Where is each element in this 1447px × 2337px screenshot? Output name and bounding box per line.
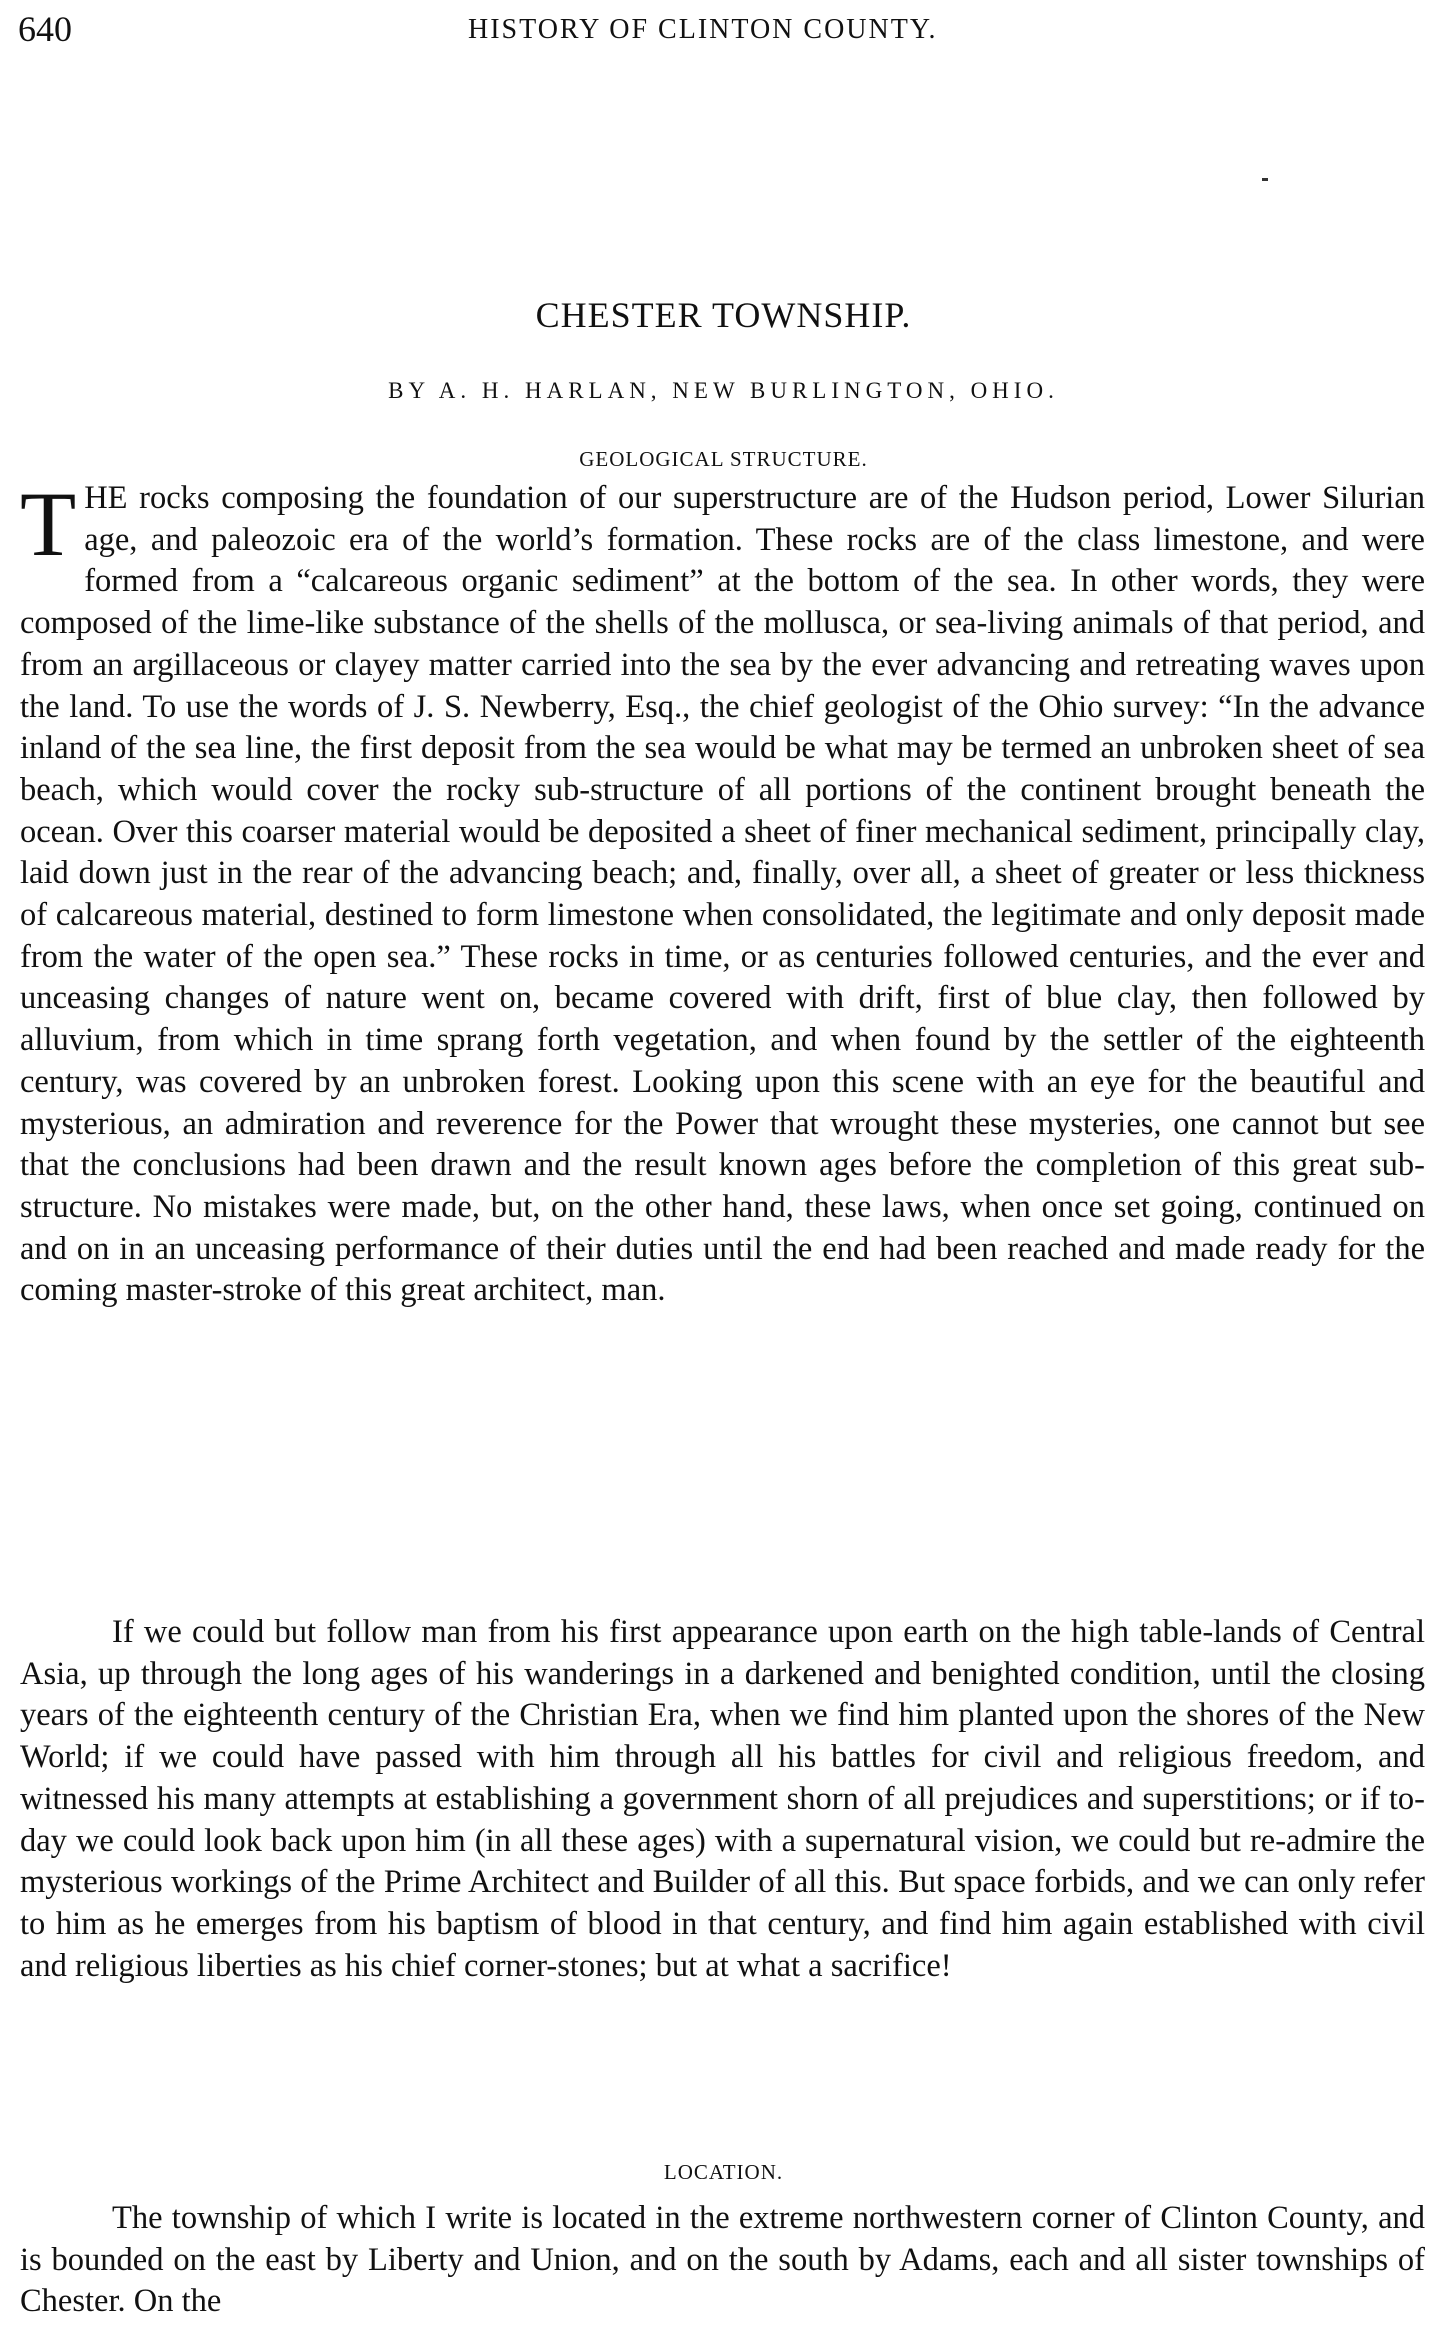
print-speck [1262, 178, 1268, 181]
chapter-title: CHESTER TOWNSHIP. [535, 295, 912, 335]
section-heading-geological-structure: GEOLOGICAL STRUCTURE. [579, 447, 868, 471]
paragraph-man: If we could but follow man from his first appearance upon earth on the high table-lands of Central Asia, up through the long ages of his wanderings in a darkened and benighted condition, until the closing years of the eighteenth century of the Christian Era, when we find him planted upon the shores of the New World; if we could have passed with him through all his battles for civil and religious freedom, and witnessed his many attempts at establishing a government shorn of all prejudices and superstitions; or if to-day we could look back upon him (in all these ages) with a supernatural vision, we could but re-admire the mysterious workings of the Prime Architect and Builder of all this. But space forbids, and we can only refer to him as he emerges from his baptism of blood in that century, and find him again established with civil and religious liberties as his chief corner-stones; but at what a sacrifice! [20, 1614, 1425, 1984]
running-head [18, 8, 1428, 56]
author-byline: BY A. H. HARLAN, NEW BURLINGTON, OHIO. [388, 378, 1059, 403]
book-title: HISTORY OF CLINTON COUNTY. [468, 14, 938, 45]
section-heading-location: LOCATION. [663, 2160, 784, 2184]
paragraph-location: The township of which I write is located in the extreme northwestern corner of Clinton County, and is bounded on the east by Liberty and Union, and on the south by Adams, each and all sister townships of Chester. On the [20, 2200, 1425, 2320]
paragraph-geology [20, 473, 1425, 1312]
page-number: 640 [18, 9, 72, 49]
paragraph-geology-text: HE rocks composing the foundation of our superstructure are of the Hudson period, Lower Silurian age, and paleozoic era of the world’s formation. These rocks are of the class limestone, and were formed from a “calcareous organic sediment” at the bottom of the sea. In other words, they were composed of the lime-like substance of the shells of the mollusca, or sea-living animals of that period, and from an argillaceous or clayey matter carried into the sea by the ever advancing and retreating waves upon the land. To use the words of J. S. Newberry, Esq., the chief geologist of the Ohio survey: “In the advance inland of the sea line, the first deposit from the sea would be what may be termed an unbroken sheet of sea beach, which would cover the rocky sub-structure of all portions of the continent brought beneath the ocean. Over this coarser material would be deposited a sheet of finer mechanical sediment, principally clay, laid down just in the rear of the advancing beach; and, finally, over all, a sheet of greater or less thickness of calcareous material, destined to form limestone when consolidated, the legitimate and only deposit made from the water of the open sea.” These rocks in time, or as centuries followed centuries, and the ever and unceasing changes of nature went on, became covered with drift, first of blue clay, then followed by alluvium, from which in time sprang forth vegetation, and when found by the settler of the eighteenth century, was covered by an unbroken forest. Looking upon this scene with an eye for the beautiful and mysterious, an admiration and reverence for the Power that wrought these mysteries, one cannot but see that the conclusions had been drawn and the result known ages before the completion of this great sub-structure. No mistakes were made, but, on the other hand, these laws, when once set going, continued on and on in an unceasing performance of their duties until the end had been reached and made ready for the coming master-stroke of this great architect, man. [20, 480, 1425, 1309]
drop-cap: T [20, 473, 77, 575]
